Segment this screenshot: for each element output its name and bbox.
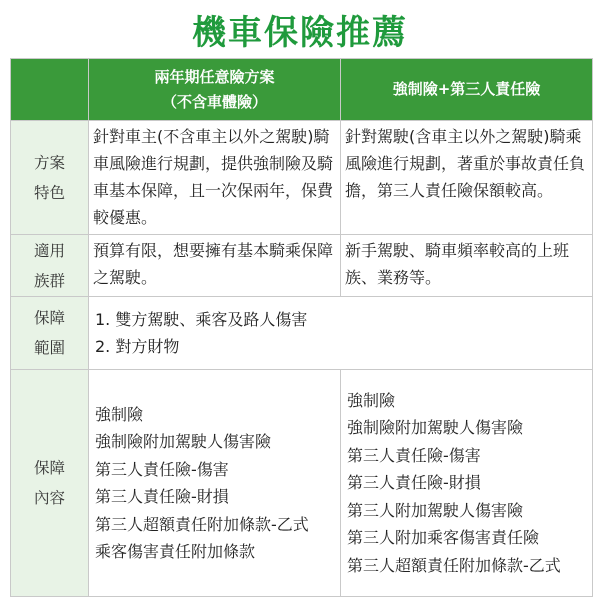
row-label-coverage <box>11 297 89 370</box>
table-row-features <box>11 121 593 235</box>
table-header-row <box>11 59 593 121</box>
audience-plan-two-year: 預算有限，想要擁有基本騎乘保障之駕駛。 <box>89 235 341 297</box>
content-item: 第三人責任險-財損 <box>347 473 481 493</box>
table-row-content <box>11 370 593 597</box>
content-item: 第三人超額責任附加條款-乙式 <box>347 555 561 575</box>
header-plan-two-year <box>89 59 341 121</box>
header-plan-two-year-line1: 兩年期任意險方案 <box>154 67 275 86</box>
row-label-audience-line1: 適用 <box>33 241 65 260</box>
content-item: 強制險 <box>347 390 396 410</box>
audience-plan-compulsory-third-party: 新手駕駛、騎車頻率較高的上班族、業務等。 <box>341 235 593 297</box>
content-plan-two-year <box>89 370 341 597</box>
row-label-content-line1: 保障 <box>33 459 65 477</box>
coverage-shared <box>89 297 593 370</box>
content-item: 第三人超額責任附加條款-乙式 <box>95 514 309 534</box>
header-plan-two-year-line2: （不含車體險） <box>161 92 267 111</box>
page-title: 機車保險推薦 <box>192 12 408 53</box>
table-row-audience <box>11 235 593 297</box>
features-plan-two-year: 針對車主(不含車主以外之駕駛)騎車風險進行規劃，提供強制險及騎車基本保障，且一次保兩年，保費較優惠。 <box>89 121 341 235</box>
row-label-features-line1: 方案 <box>33 153 65 172</box>
row-label-features <box>11 121 89 235</box>
features-plan-compulsory-third-party: 針對駕駛(含車主以外之駕駛)騎乘風險進行規劃，著重於事故責任負擔，第三人責任險保額較高。 <box>341 121 593 235</box>
row-label-content <box>11 370 89 597</box>
content-item: 第三人附加駕駛人傷害險 <box>347 500 524 520</box>
content-item: 第三人責任險-傷害 <box>95 459 229 479</box>
content-item: 強制險 <box>95 404 144 424</box>
content-item: 強制險附加駕駛人傷害險 <box>347 418 524 438</box>
row-label-audience-line2: 族群 <box>33 271 65 290</box>
row-label-coverage-line1: 保障 <box>33 309 65 327</box>
content-plan-compulsory-third-party <box>341 370 593 597</box>
content-item: 第三人責任險-財損 <box>95 487 229 506</box>
content-item: 第三人責任險-傷害 <box>347 445 481 465</box>
content-item: 強制險附加駕駛人傷害險 <box>95 432 272 451</box>
row-label-audience <box>11 235 89 297</box>
row-label-content-line2: 內容 <box>33 489 65 507</box>
content-item: 乘客傷害責任附加條款 <box>95 542 256 561</box>
header-corner-cell <box>11 59 89 121</box>
header-plan-compulsory-third-party: 強制險+第三人責任險 <box>341 59 593 121</box>
row-label-coverage-line2: 範圍 <box>33 339 65 357</box>
table-row-coverage <box>11 297 593 370</box>
coverage-item: 1. 雙方駕駛、乘客及路人傷害 <box>95 309 308 329</box>
row-label-features-line2: 特色 <box>33 183 65 202</box>
content-item: 第三人附加乘客傷害責任險 <box>347 528 540 548</box>
coverage-item: 2. 對方財物 <box>95 337 180 356</box>
insurance-comparison-table <box>10 58 593 597</box>
